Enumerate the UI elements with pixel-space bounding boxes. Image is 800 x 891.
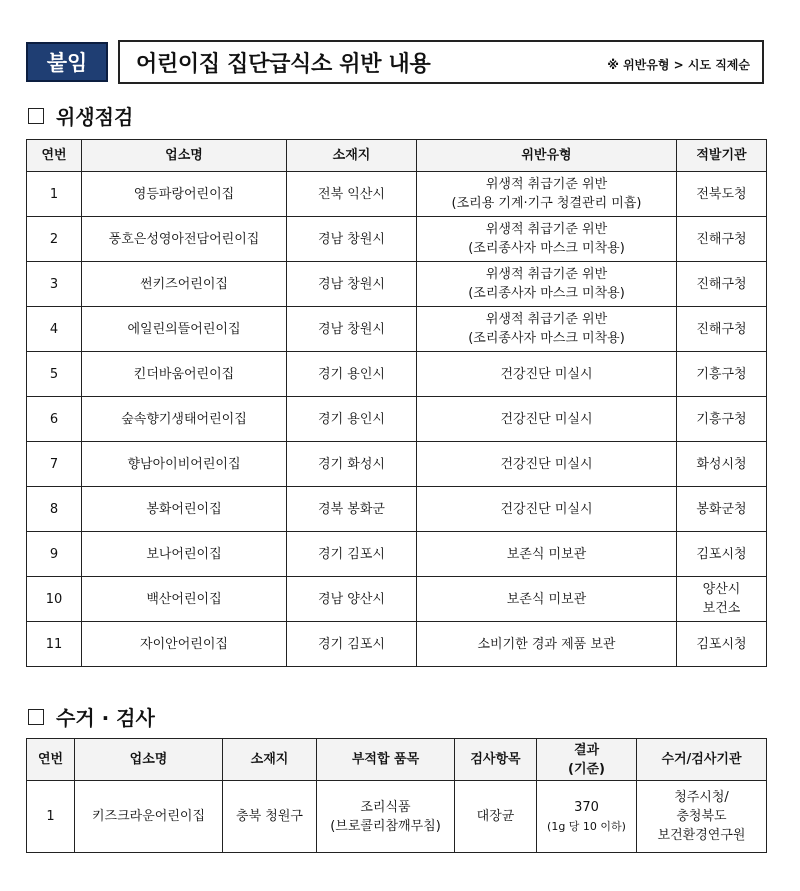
- cell-agency-line3: 보건환경연구원: [657, 828, 746, 843]
- cell-location: 충북 청원구: [223, 781, 317, 853]
- cell-agency-line: 봉화군청: [696, 501, 747, 517]
- cell-violation-line: 위생적 취급기준 위반: [485, 312, 608, 327]
- cell-location: [287, 397, 417, 442]
- cell-no-line: 4: [49, 321, 59, 337]
- table-row: [27, 352, 767, 397]
- title-box: [118, 40, 764, 84]
- table-row: [27, 397, 767, 442]
- cell-agency-line: 김포시청: [696, 636, 747, 652]
- cell-no: [27, 532, 82, 577]
- cell-name-line: 풍호은성영아전담어린이집: [108, 231, 260, 247]
- cell-result: [537, 781, 637, 853]
- section-inspection-title: 수거 · 검사: [56, 706, 155, 730]
- cell-test: 대장균: [455, 781, 537, 853]
- cell-violation: [417, 172, 677, 217]
- cell-name-line: 보나어린이집: [146, 546, 222, 562]
- col-header-no: 연번: [27, 140, 82, 172]
- cell-no-line: 1: [49, 186, 59, 202]
- cell-no: [27, 622, 82, 667]
- col-header-result-label: 결과: [573, 742, 600, 758]
- cell-item: [317, 781, 455, 853]
- cell-violation-line: (조리용 기계·기구 청결관리 미흡): [451, 196, 642, 211]
- cell-violation-line: 위생적 취급기준 위반: [485, 222, 608, 237]
- cell-name: [82, 442, 287, 487]
- cell-violation-line: 보존식 미보관: [506, 591, 587, 607]
- cell-violation: [417, 307, 677, 352]
- cell-violation: [417, 352, 677, 397]
- cell-no-line: 10: [45, 591, 63, 607]
- cell-violation: [417, 397, 677, 442]
- cell-location-line: 경기 김포시: [318, 636, 385, 652]
- cell-violation: [417, 442, 677, 487]
- col-header-result-standard: (기준): [568, 761, 605, 777]
- cell-name-line: 숲속향기생태어린이집: [121, 411, 247, 427]
- cell-violation-line: 위생적 취급기준 위반: [485, 177, 608, 192]
- cell-violation-line: (조리종사자 마스크 미착용): [468, 286, 625, 301]
- cell-item-detail: (브로콜리참깨무침): [330, 818, 441, 834]
- cell-location-line: 경기 용인시: [318, 366, 385, 382]
- cell-location: [287, 307, 417, 352]
- cell-violation-line: 건강진단 미실시: [500, 411, 593, 427]
- cell-location-line: 경남 창원시: [318, 276, 385, 292]
- cell-agency-line: 양산시: [702, 582, 741, 597]
- cell-location: [287, 217, 417, 262]
- cell-location-line: 전북 익산시: [318, 186, 385, 202]
- cell-location: [287, 622, 417, 667]
- cell-no: [27, 217, 82, 262]
- cell-violation-line: 건강진단 미실시: [500, 501, 593, 517]
- cell-name: [82, 352, 287, 397]
- cell-no: [27, 262, 82, 307]
- cell-name-line: 자이안어린이집: [140, 636, 228, 652]
- cell-violation: [417, 622, 677, 667]
- cell-location-line: 경남 창원시: [318, 321, 385, 337]
- cell-agency: [677, 622, 767, 667]
- cell-location: [287, 172, 417, 217]
- cell-agency: [677, 532, 767, 577]
- col-header-agency: 적발기관: [677, 140, 767, 172]
- cell-violation-line: 건강진단 미실시: [500, 456, 593, 472]
- cell-name: [82, 577, 287, 622]
- cell-no: [27, 487, 82, 532]
- section-hygiene-title: 위생점검: [56, 105, 134, 129]
- cell-no: [27, 577, 82, 622]
- col-header-name: 업소명: [82, 140, 287, 172]
- col-header-location: 소재지: [287, 140, 417, 172]
- col-header-violation: 위반유형: [417, 140, 677, 172]
- table-row: [27, 307, 767, 352]
- cell-violation-line: 보존식 미보관: [506, 546, 587, 562]
- cell-violation: [417, 532, 677, 577]
- checkbox-icon: [28, 108, 44, 124]
- cell-location: [287, 262, 417, 307]
- cell-name: [82, 262, 287, 307]
- col-header-agency: 수거/검사기관: [637, 739, 767, 781]
- checkbox-icon: [28, 709, 44, 725]
- table-row: [27, 262, 767, 307]
- cell-location: [287, 577, 417, 622]
- cell-agency: [677, 442, 767, 487]
- cell-agency-line: 진해구청: [696, 276, 747, 292]
- cell-violation: [417, 577, 677, 622]
- cell-name-line: 향남아이비어린이집: [127, 456, 241, 472]
- page-title: 어린이집 집단급식소 위반 내용: [136, 51, 431, 77]
- col-header-name: 업소명: [75, 739, 223, 781]
- cell-agency-line2: 충청북도: [676, 809, 727, 824]
- cell-location-line: 경남 양산시: [318, 591, 385, 607]
- cell-no-line: 7: [49, 456, 59, 472]
- cell-name-line: 백산어린이집: [146, 591, 222, 607]
- cell-result-standard: (1g 당 10 이하): [547, 819, 626, 833]
- cell-agency-line: 김포시청: [696, 546, 747, 562]
- cell-agency-line1: 청주시청/: [674, 790, 729, 805]
- cell-agency-line: 기흥구청: [696, 411, 747, 427]
- cell-agency: [677, 352, 767, 397]
- cell-name: [82, 307, 287, 352]
- cell-name: [82, 397, 287, 442]
- cell-violation-line: 소비기한 경과 제품 보관: [477, 636, 616, 652]
- cell-name-line: 썬키즈어린이집: [140, 276, 228, 292]
- cell-violation: [417, 262, 677, 307]
- section-hygiene-heading: [28, 101, 133, 130]
- cell-location: [287, 487, 417, 532]
- cell-violation-line: (조리종사자 마스크 미착용): [468, 331, 625, 346]
- col-header-no: 연번: [27, 739, 75, 781]
- cell-agency-line: 전북도청: [696, 186, 747, 202]
- table-row: [27, 487, 767, 532]
- cell-no: 1: [27, 781, 75, 853]
- inspection-table: [26, 738, 767, 853]
- col-header-test: 검사항목: [455, 739, 537, 781]
- cell-name: [82, 487, 287, 532]
- cell-agency: [677, 307, 767, 352]
- cell-no-line: 9: [49, 546, 59, 562]
- cell-result-value: 370: [574, 799, 599, 815]
- cell-violation-line: 위생적 취급기준 위반: [485, 267, 608, 282]
- cell-location: [287, 532, 417, 577]
- cell-agency-line: 진해구청: [696, 231, 747, 247]
- cell-name: 키즈크라운어린이집: [75, 781, 223, 853]
- cell-name-line: 킨더바움어린이집: [133, 366, 235, 382]
- col-header-item: 부적합 품목: [317, 739, 455, 781]
- hygiene-table: [26, 139, 767, 667]
- section-inspection-heading: [28, 702, 155, 731]
- cell-name: [82, 622, 287, 667]
- table-row: [27, 172, 767, 217]
- cell-violation: [417, 217, 677, 262]
- cell-no: [27, 172, 82, 217]
- cell-location: [287, 352, 417, 397]
- cell-agency: [637, 781, 767, 853]
- cell-no-line: 8: [49, 501, 59, 517]
- cell-violation-line: (조리종사자 마스크 미착용): [468, 241, 625, 256]
- cell-no-line: 3: [49, 276, 59, 292]
- sort-note: ※ 위반유형 > 시도 직제순: [607, 58, 750, 72]
- cell-name: [82, 172, 287, 217]
- cell-agency-line: 기흥구청: [696, 366, 747, 382]
- cell-location-line: 경기 용인시: [318, 411, 385, 427]
- cell-agency-line: 보건소: [702, 601, 741, 616]
- cell-violation: [417, 487, 677, 532]
- table-row: [27, 577, 767, 622]
- cell-agency-line: 진해구청: [696, 321, 747, 337]
- cell-no: [27, 442, 82, 487]
- cell-name: [82, 532, 287, 577]
- cell-no-line: 11: [45, 636, 63, 652]
- cell-name-line: 봉화어린이집: [146, 501, 222, 517]
- cell-agency: [677, 217, 767, 262]
- document-header: [26, 40, 766, 86]
- cell-no-line: 5: [49, 366, 59, 382]
- table-row: [27, 532, 767, 577]
- col-header-result: [537, 739, 637, 781]
- cell-agency: [677, 397, 767, 442]
- cell-name: [82, 217, 287, 262]
- cell-location-line: 경남 창원시: [318, 231, 385, 247]
- cell-violation-line: 건강진단 미실시: [500, 366, 593, 382]
- table-row: [27, 781, 767, 853]
- cell-location-line: 경기 김포시: [318, 546, 385, 562]
- cell-agency: [677, 577, 767, 622]
- cell-location-line: 경기 화성시: [318, 456, 385, 472]
- table-row: [27, 217, 767, 262]
- table-row: [27, 442, 767, 487]
- cell-agency: [677, 172, 767, 217]
- cell-item-name: 조리식품: [360, 799, 411, 815]
- attachment-badge: 붙임: [26, 42, 108, 82]
- cell-agency: [677, 487, 767, 532]
- cell-no: [27, 397, 82, 442]
- cell-agency: [677, 262, 767, 307]
- cell-no: [27, 352, 82, 397]
- cell-name-line: 에일린의뜰어린이집: [127, 321, 241, 337]
- cell-no-line: 2: [49, 231, 59, 247]
- cell-location: [287, 442, 417, 487]
- col-header-location: 소재지: [223, 739, 317, 781]
- cell-agency-line: 화성시청: [696, 456, 747, 472]
- cell-name-line: 영등파랑어린이집: [133, 186, 235, 202]
- cell-no-line: 6: [49, 411, 59, 427]
- cell-location-line: 경북 봉화군: [318, 501, 385, 517]
- table-row: [27, 622, 767, 667]
- cell-no: [27, 307, 82, 352]
